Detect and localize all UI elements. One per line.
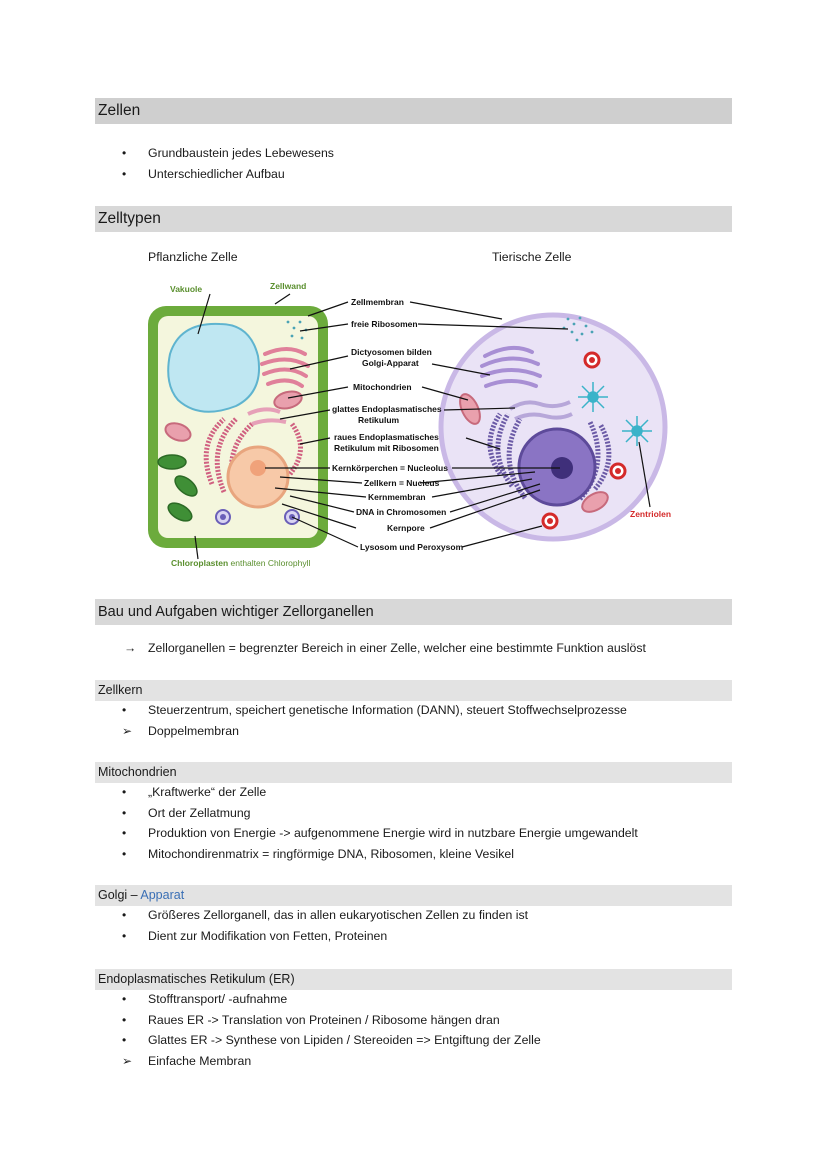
heading-mitochondrien: Mitochondrien [95, 762, 732, 783]
label-glattes-er: glattes Endoplasmatisches [332, 404, 442, 414]
list-item: ➢ Doppelmembran [120, 721, 627, 742]
bullet-icon: • [122, 785, 127, 799]
mitochondrien-list [120, 782, 638, 864]
list-item: • Unterschiedlicher Aufbau [120, 164, 334, 185]
label-chlorophyll: enthalten Chlorophyll [228, 558, 311, 568]
bullet-icon: • [122, 703, 127, 717]
animal-cell-title: Tierische Zelle [492, 250, 572, 264]
heading-golgi: Golgi – Apparat [95, 885, 732, 906]
heading-zellen: Zellen [95, 98, 732, 124]
label-kernpore: Kernpore [387, 523, 425, 533]
bullet-icon: • [122, 1033, 127, 1047]
label-dictyosomen: Dictyosomen bilden [351, 347, 432, 357]
label-mitochondrien: Mitochondrien [353, 382, 412, 392]
er-list [120, 989, 541, 1071]
label-zellmembran: Zellmembran [351, 297, 404, 307]
list-item: • „Kraftwerke“ der Zelle [120, 782, 638, 803]
plant-cell [148, 306, 328, 548]
arrowhead-bullet-icon: ➢ [122, 723, 133, 738]
definition-arrow-icon: → [124, 641, 137, 655]
bullet-icon: • [122, 846, 127, 861]
plant-nucleolus [250, 460, 266, 476]
label-retikulum: Retikulum [358, 415, 400, 425]
label-lysosom: Lysosom und Peroxysom [360, 542, 464, 552]
bullet-icon: • [122, 166, 127, 181]
bullet-icon: • [122, 928, 127, 943]
label-vakuole: Vakuole [170, 284, 203, 294]
heading-er: Endoplasmatisches Retikulum (ER) [95, 969, 732, 990]
list-item: • Stofftransport/ -aufnahme [120, 989, 541, 1010]
bullet-icon: • [122, 992, 127, 1006]
zellen-list [120, 143, 334, 184]
arrowhead-bullet-icon: ➢ [122, 1053, 133, 1068]
heading-bau-und-aufgaben: Bau und Aufgaben wichtiger Zellorganellen [95, 599, 732, 625]
list-item: • Größeres Zellorganell, das in allen eukaryotischen Zellen zu finden ist [120, 905, 528, 926]
label-zentriolen: Zentriolen [630, 509, 672, 519]
golgi-list [120, 905, 528, 946]
label-chloroplasten-caption [171, 558, 310, 568]
label-nucleus: Zellkern = Nucleus [364, 478, 440, 488]
label-freie-ribosomen: freie Ribosomen [351, 319, 418, 329]
list-item: ➢ Einfache Membran [120, 1051, 541, 1072]
bullet-icon: • [122, 826, 127, 840]
label-zellwand: Zellwand [270, 281, 307, 291]
heading-zellkern: Zellkern [95, 680, 732, 701]
label-chloroplasten: Chloroplasten [171, 558, 229, 568]
plant-cell-title: Pflanzliche Zelle [148, 250, 238, 264]
list-item: • Mitochondirenmatrix = ringförmige DNA, Ribosomen, kleine Vesikel [120, 844, 638, 865]
bullet-icon: • [122, 908, 127, 922]
label-retikulum-ribosomen: Retikulum mit Ribosomen [334, 443, 439, 453]
list-item: • Steuerzentrum, speichert genetische Information (DANN), steuert Stoffwechselprozesse [120, 700, 627, 721]
list-item: • Dient zur Modifikation von Fetten, Proteinen [120, 926, 528, 947]
bullet-icon: • [122, 146, 127, 160]
plant-nucleus [228, 447, 288, 507]
label-kernmembran: Kernmembran [368, 492, 426, 502]
cell-diagram [140, 274, 700, 574]
list-item: • Ort der Zellatmung [120, 803, 638, 824]
label-nucleolus: Kernkörperchen = Nucleolus [332, 463, 448, 473]
list-item: • Grundbaustein jedes Lebewesens [120, 143, 334, 164]
list-item: • Raues ER -> Translation von Proteinen / Ribosome hängen dran [120, 1010, 541, 1031]
bullet-icon: • [122, 1012, 127, 1027]
label-dna: DNA in Chromosomen [356, 507, 447, 517]
bullet-icon: • [122, 805, 127, 820]
definition-text: Zellorganellen = begrenzter Bereich in einer Zelle, welcher eine bestimmte Funktion auslöst [148, 641, 646, 655]
list-item: • Produktion von Energie -> aufgenommene Energie wird in nutzbare Energie umgewandelt [120, 823, 638, 844]
label-golgi-apparat: Golgi-Apparat [362, 358, 419, 368]
list-item: • Glattes ER -> Synthese von Lipiden / Stereoiden => Entgiftung der Zelle [120, 1030, 541, 1051]
zellkern-list [120, 700, 627, 741]
label-raues-er: raues Endoplasmatisches [334, 432, 439, 442]
heading-zelltypen: Zelltypen [95, 206, 732, 232]
animal-cell [441, 315, 665, 539]
vakuole-icon [168, 324, 259, 412]
